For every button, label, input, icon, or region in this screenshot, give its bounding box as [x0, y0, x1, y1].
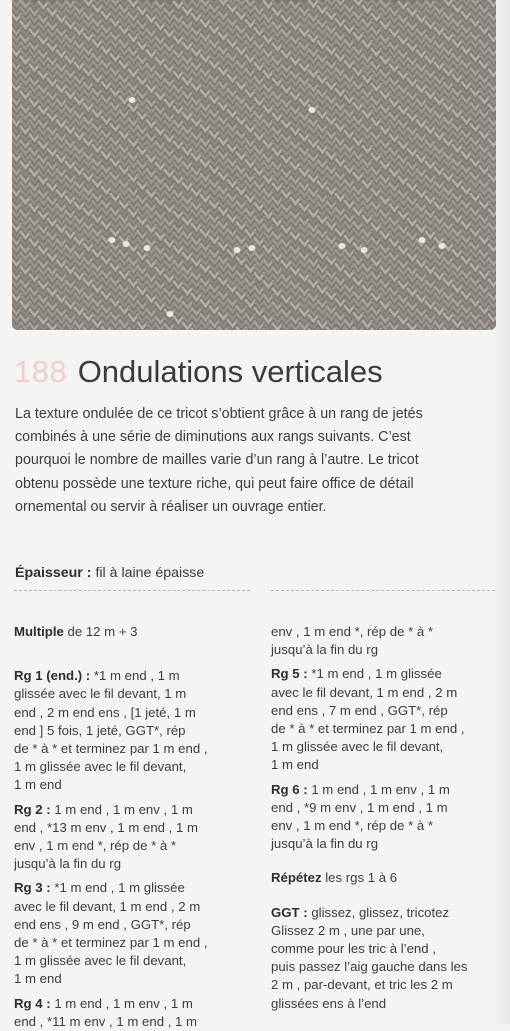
eyelet-hole — [123, 241, 130, 247]
eyelet-hole — [144, 245, 151, 251]
knit-texture — [12, 0, 496, 330]
eyelet-hole — [361, 247, 368, 253]
intro-line: pourquoi le nombre de mailles varie d’un rang à l’autre. Le tricot — [15, 449, 495, 472]
row-text: env , 1 m end *, rép de * à * — [14, 837, 264, 855]
row-text: end ens , 7 m end , GGT*, rép — [271, 702, 505, 720]
row-text: 1 m end , 1 m env , 1 m — [311, 782, 450, 797]
row-4 — [14, 995, 264, 1031]
row-text: 1 m end — [14, 776, 264, 794]
multiple-value: de 12 m + 3 — [68, 624, 138, 639]
pattern-title — [14, 354, 504, 396]
row-4-continued — [271, 623, 505, 659]
yarn-weight-value: fil à laine épaisse — [95, 565, 204, 581]
repeat-instruction — [271, 869, 505, 887]
ggt-text: glissées ens à l’end — [271, 995, 505, 1013]
row-text: glissée avec le fil devant, 1 m — [14, 685, 264, 703]
row-text: jusqu’à la fin du rg — [271, 641, 505, 659]
row-5 — [271, 665, 505, 774]
ggt-text: glissez, glissez, tricotez — [311, 905, 449, 920]
row-text: 1 m end — [14, 970, 264, 988]
divider — [271, 590, 495, 591]
row-3 — [14, 879, 264, 988]
row-label: Rg 2 : — [14, 802, 51, 817]
row-text: 1 m glissée avec le fil devant, — [14, 952, 264, 970]
intro-paragraph — [15, 403, 495, 519]
row-text: *1 m end , 1 m glissée — [54, 880, 184, 895]
row-label: Rg 6 : — [271, 782, 308, 797]
instructions-column-left — [14, 623, 264, 1031]
row-text: 1 m glissée avec le fil devant, — [271, 738, 505, 756]
intro-line: La texture ondulée de ce tricot s’obtient grâce à un rang de jetés — [15, 403, 495, 426]
eyelet-hole — [234, 247, 241, 253]
row-text: avec le fil devant, 1 m end , 2 m — [14, 898, 264, 916]
row-text: avec le fil devant, 1 m end , 2 m — [271, 684, 505, 702]
row-text: end , *11 m env , 1 m end , 1 m — [14, 1013, 264, 1031]
row-text: env , 1 m end *, rép de * à * — [271, 817, 505, 835]
pattern-name: Ondulations verticales — [78, 354, 383, 389]
row-label: Rg 4 : — [14, 996, 51, 1011]
eyelet-hole — [309, 107, 316, 113]
row-text: end ] 5 fois, 1 jeté, GGT*, rép — [14, 722, 264, 740]
eyelet-hole — [129, 97, 136, 103]
row-label: Rg 5 : — [271, 666, 308, 681]
row-text: jusqu’à la fin du rg — [271, 835, 505, 853]
row-text: 1 m end , 1 m env , 1 m — [54, 802, 193, 817]
ggt-text: 2 m , par-devant, et tric les 2 m — [271, 976, 505, 994]
row-text: *1 m end , 1 m — [94, 668, 180, 683]
row-text: end ens , 9 m end , GGT*, rép — [14, 916, 264, 934]
ggt-definition — [271, 904, 505, 1013]
row-text: end , *9 m env , 1 m end , 1 m — [271, 799, 505, 817]
row-text: jusqu’à la fin du rg — [14, 855, 264, 873]
eyelet-hole — [339, 243, 346, 249]
repeat-label: Répétez — [271, 870, 322, 885]
knitted-swatch-photo — [12, 0, 496, 330]
pattern-number: 188 — [14, 354, 67, 389]
eyelet-hole — [419, 237, 426, 243]
eyelet-hole — [109, 237, 116, 243]
intro-line: ornemental ou servir à réaliser un ouvrage entier. — [15, 496, 495, 519]
repeat-value: les rgs 1 à 6 — [325, 870, 397, 885]
row-text: de * à * et terminez par 1 m end , — [14, 934, 264, 952]
ggt-text: comme pour les tric à l’end , — [271, 940, 505, 958]
ggt-text: puis passez l’aig gauche dans les — [271, 958, 505, 976]
eyelet-hole — [439, 243, 446, 249]
yarn-weight — [15, 565, 204, 581]
eyelet-hole — [249, 245, 256, 251]
row-1 — [14, 667, 264, 794]
row-text: env , 1 m end *, rép de * à * — [271, 623, 505, 641]
multiple-label: Multiple — [14, 624, 64, 639]
row-text: 1 m end , 1 m env , 1 m — [54, 996, 193, 1011]
row-text: de * à * et terminez par 1 m end , — [14, 740, 264, 758]
row-label: Rg 3 : — [14, 880, 51, 895]
ggt-text: Glissez 2 m , une par une, — [271, 922, 505, 940]
multiple — [14, 623, 264, 641]
row-text: 1 m glissée avec le fil devant, — [14, 758, 264, 776]
row-text: end , *13 m env , 1 m end , 1 m — [14, 819, 264, 837]
row-text: *1 m end , 1 m glissée — [311, 666, 441, 681]
row-text: de * à * et terminez par 1 m end , — [271, 720, 505, 738]
divider — [14, 590, 250, 591]
eyelet-hole — [167, 311, 174, 317]
row-6 — [271, 781, 505, 854]
intro-line: combinés à une série de diminutions aux rangs suivants. C’est — [15, 426, 495, 449]
row-label: Rg 1 (end.) : — [14, 668, 90, 683]
row-text: end , 2 m end ens , [1 jeté, 1 m — [14, 704, 264, 722]
instructions-column-right — [271, 623, 505, 1013]
yarn-weight-label: Épaisseur : — [15, 565, 92, 581]
intro-line: obtenu possède une texture riche, qui peut faire office de détail — [15, 473, 495, 496]
row-text: 1 m end — [271, 756, 505, 774]
ggt-label: GGT : — [271, 905, 308, 920]
row-2 — [14, 801, 264, 874]
